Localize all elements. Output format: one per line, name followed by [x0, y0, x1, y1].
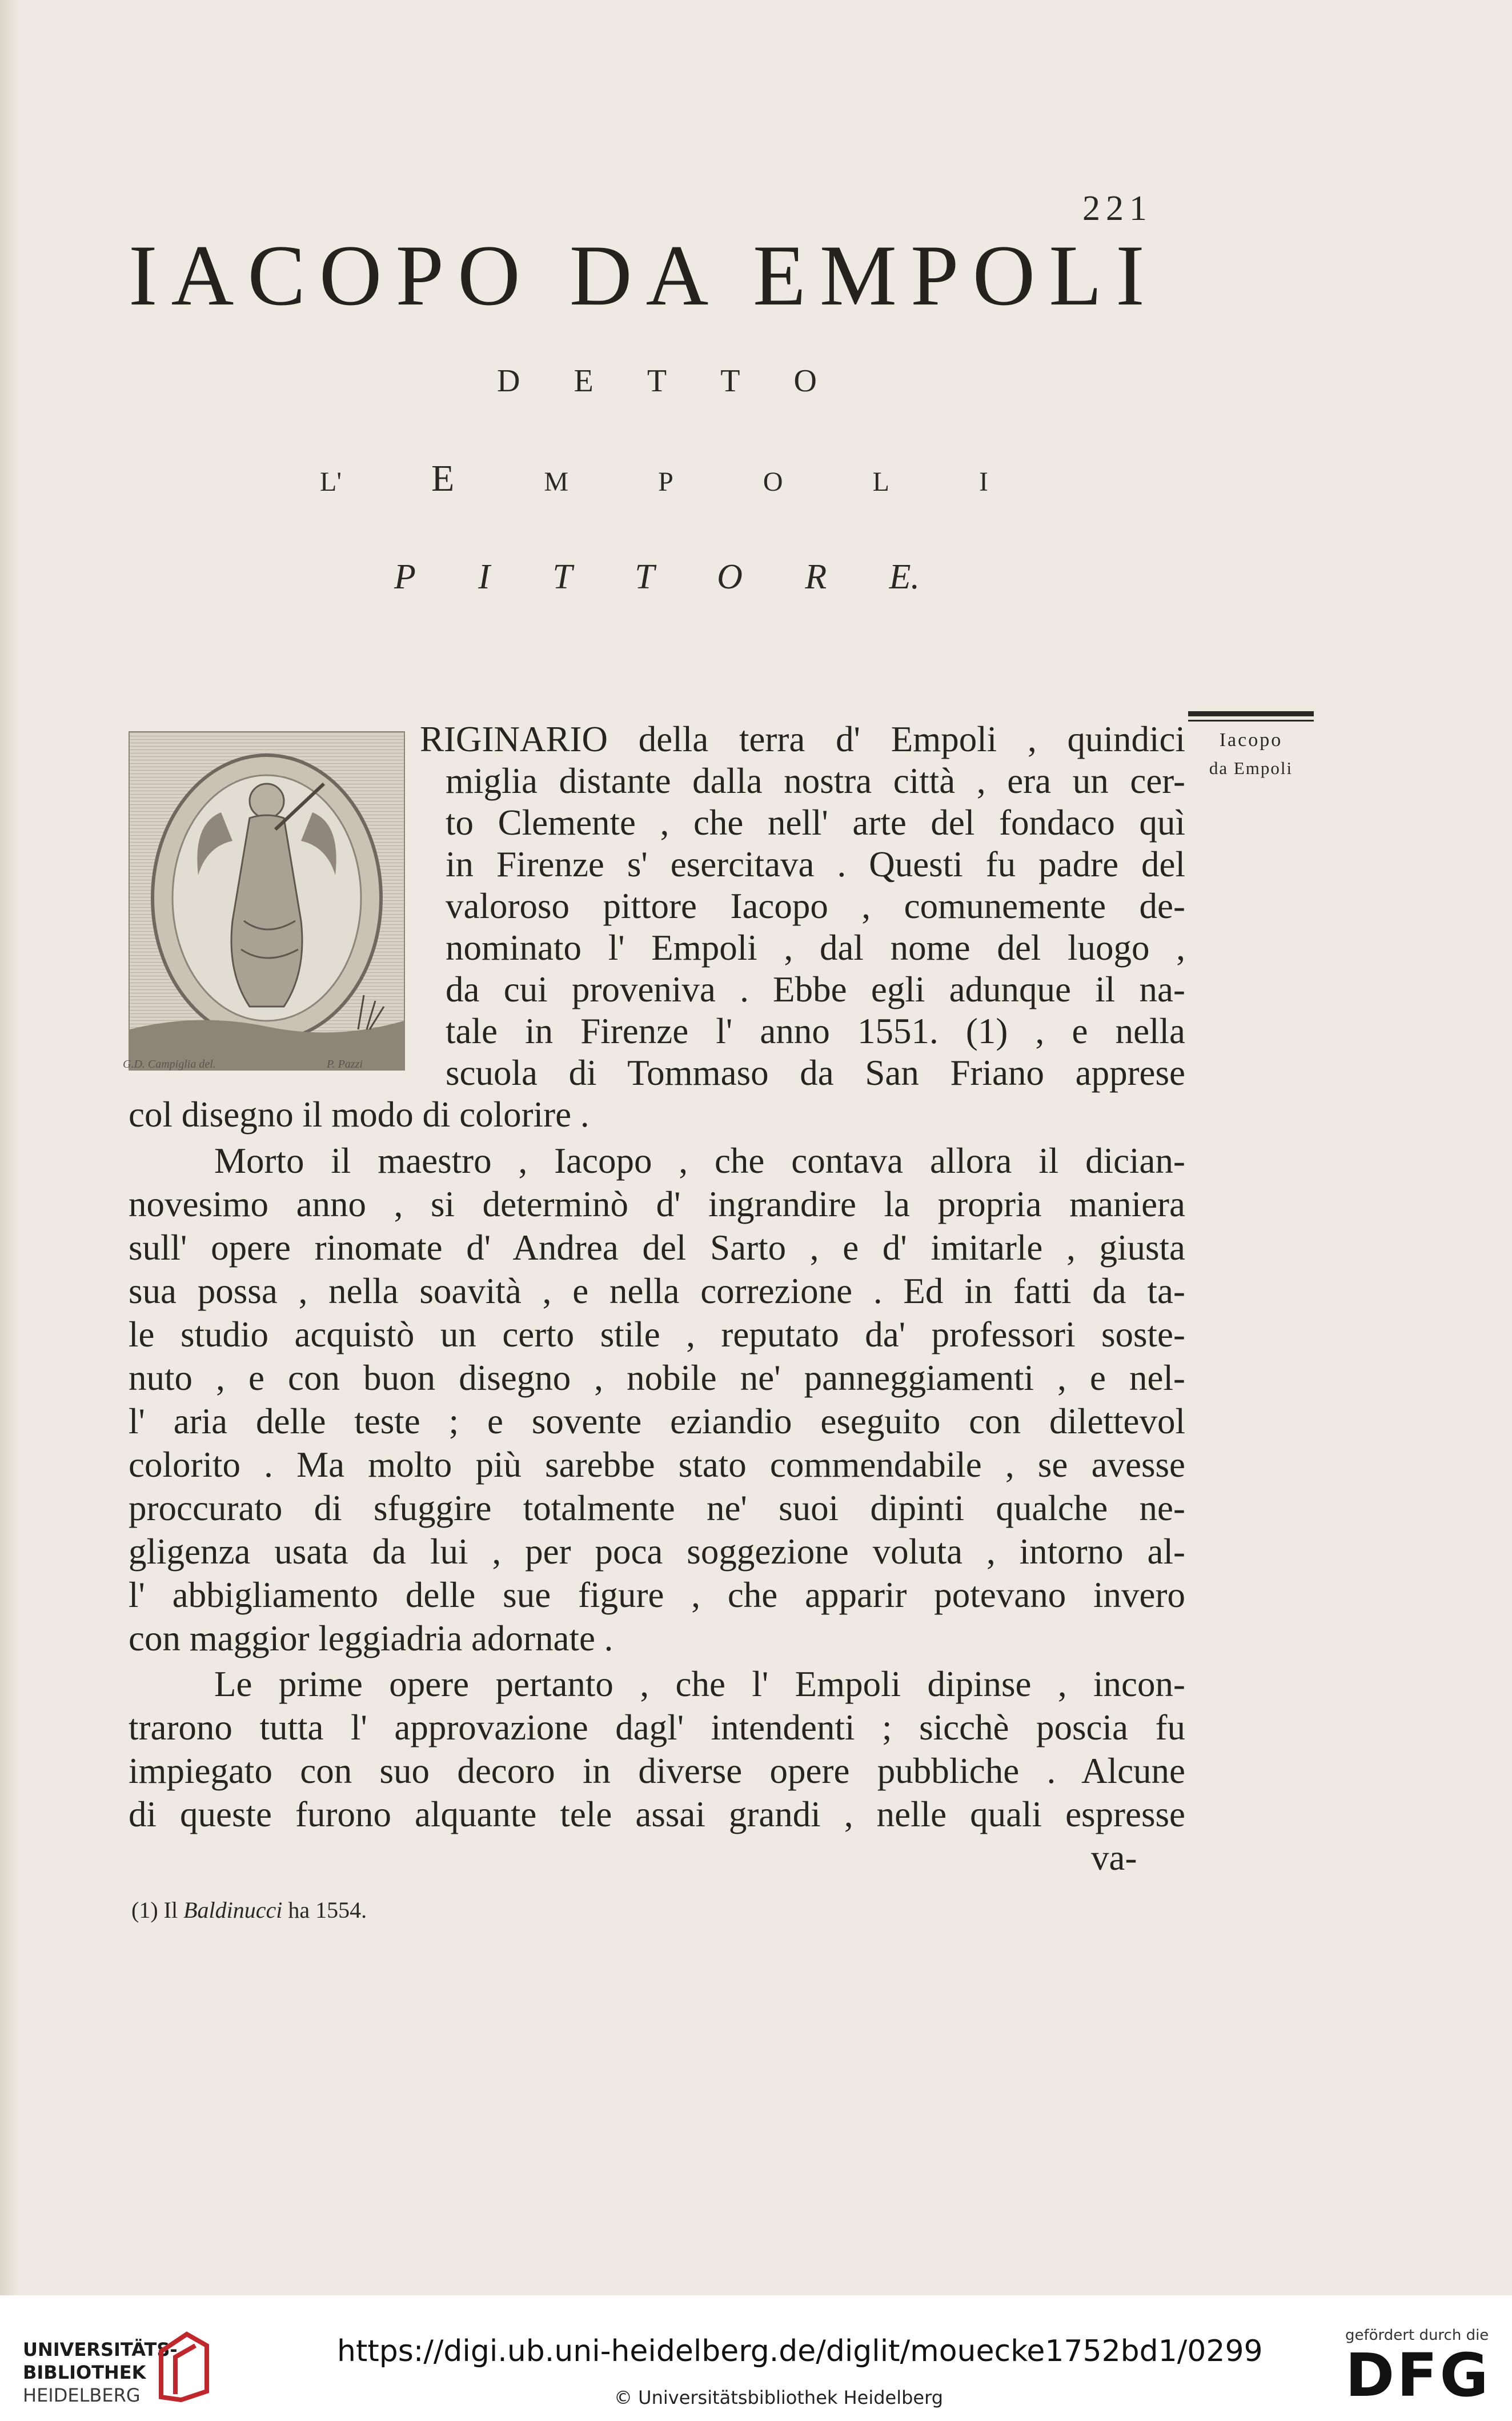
library-line3: HEIDELBERG — [23, 2384, 141, 2406]
subtitle-letter: P — [658, 467, 673, 497]
page-edge-shadow — [0, 0, 18, 2295]
page-number: 221 — [1082, 189, 1153, 228]
subtitle-detto — [497, 363, 817, 399]
page-title: IACOPO DA EMPOLI — [129, 227, 1158, 323]
text-line: tale in Firenze l' anno 1551. (1) , e nella — [446, 1011, 1185, 1051]
subtitle-letter: T — [720, 363, 740, 399]
subtitle-letter: E — [431, 458, 455, 499]
text-line: colorito . Ma molto più sarebbe stato commendabile , se avesse — [129, 1445, 1185, 1485]
margin-rule — [1188, 711, 1314, 716]
subtitle-letter: T — [552, 558, 572, 596]
copyright-notice: © Universitätsbibliothek Heidelberg — [614, 2387, 944, 2408]
engraver-credit-left: G.D. Campiglia del. — [123, 1058, 216, 1071]
text-line: to Clemente , che nell' arte del fondaco quì — [446, 803, 1185, 843]
text-line: Morto il maestro , Iacopo , che contava allora il dician- — [214, 1141, 1185, 1181]
text-line: novesimo anno , si determinò d' ingrandire la propria maniera — [129, 1184, 1185, 1224]
subtitle-letter: T — [635, 558, 655, 596]
text-line: trarono tutta l' approvazione dagl' intendenti ; sicchè poscia fu — [129, 1707, 1185, 1747]
margin-rule-thin — [1188, 720, 1314, 722]
library-line1: UNIVERSITÄTS- — [23, 2339, 178, 2360]
subtitle-pittore — [394, 557, 920, 598]
footnote-marker: (1) Il — [131, 1897, 178, 1923]
subtitle-letter: E. — [889, 558, 920, 596]
text-line: RIGINARIO della terra d' Empoli , quindici — [420, 719, 1185, 759]
text-line: gligenza usata da lui , per poca soggezione voluta , intorno al- — [129, 1532, 1185, 1572]
subtitle-letter: T — [647, 363, 667, 399]
footnote — [131, 1897, 367, 1923]
catchword: va- — [1091, 1838, 1137, 1878]
subtitle-letter: O — [793, 363, 817, 399]
subtitle-empoli — [320, 457, 988, 500]
dfg-logo: DFG — [1345, 2340, 1491, 2410]
text-line: nuto , e con buon disegno , nobile ne' panneggiamenti , e nel- — [129, 1358, 1185, 1398]
dfg-credit — [1345, 2327, 1491, 2410]
text-line: l' aria delle teste ; e sovente eziandio eseguito con dilettevol — [129, 1401, 1185, 1441]
library-name — [23, 2338, 178, 2407]
text-line: di queste furono alquante tele assai grandi , nelle quali espresse — [129, 1794, 1185, 1834]
engraved-initial-vignette — [129, 731, 405, 1071]
text-line: l' abbigliamento delle sue figure , che apparir potevano invero — [129, 1575, 1185, 1615]
footnote-rest: ha 1554. — [288, 1897, 367, 1923]
subtitle-letter: R — [805, 558, 827, 596]
text-line: sull' opere rinomate d' Andrea del Sarto , e d' imitarle , giusta — [129, 1228, 1185, 1268]
text-line: nominato l' Empoli , dal nome del luogo , — [446, 928, 1185, 968]
text-line: col disegno il modo di colorire . — [129, 1095, 589, 1135]
library-line2: BIBLIOTHEK — [23, 2362, 146, 2383]
text-line: Le prime opere pertanto , che l' Empoli dipinse , incon- — [214, 1664, 1185, 1704]
allegorical-figure-engraving — [130, 732, 404, 1069]
text-line: valoroso pittore Iacopo , comunemente de- — [446, 886, 1185, 926]
text-line: proccurato di sfuggire totalmente ne' suoi dipinti qualche ne- — [129, 1488, 1185, 1528]
subtitle-letter: I — [978, 467, 988, 497]
permalink-url[interactable]: https://digi.ub.uni-heidelberg.de/diglit/mouecke1752bd1/0299 — [337, 2334, 1263, 2368]
text-line: sua possa , nella soavità , e nella correzione . Ed in fatti da ta- — [129, 1271, 1185, 1311]
subtitle-letter: L — [872, 467, 889, 497]
subtitle-letter: O — [717, 558, 743, 596]
text-line: impiegato con suo decoro in diverse opere pubbliche . Alcune — [129, 1751, 1185, 1791]
viewer-footer — [0, 2295, 1512, 2421]
subtitle-letter: D — [497, 363, 520, 399]
margin-note — [1188, 711, 1314, 779]
subtitle-letter: L' — [320, 467, 342, 497]
subtitle-letter: I — [478, 558, 490, 596]
text-line: miglia distante dalla nostra città , era un cer- — [446, 761, 1185, 801]
text-line: scuola di Tommaso da San Friano apprese — [446, 1053, 1185, 1093]
text-line: con maggior leggiadria adornate . — [129, 1618, 613, 1658]
margin-note-line1: Iacopo — [1219, 729, 1283, 751]
dfg-label: gefördert durch die — [1345, 2327, 1489, 2344]
subtitle-letter: O — [763, 467, 783, 497]
text-line: in Firenze s' esercitava . Questi fu padre del — [446, 844, 1185, 884]
footnote-name: Baldinucci — [183, 1897, 283, 1923]
subtitle-letter: P — [394, 558, 416, 596]
subtitle-letter: M — [544, 467, 569, 497]
library-logo-icon — [155, 2328, 210, 2403]
text-line: da cui proveniva . Ebbe egli adunque il na- — [446, 969, 1185, 1009]
engraver-credit-right: P. Pazzi — [327, 1058, 363, 1071]
margin-note-line2: da Empoli — [1209, 758, 1293, 778]
text-line: le studio acquistò un certo stile , reputato da' professori soste- — [129, 1314, 1185, 1354]
subtitle-letter: E — [573, 363, 593, 399]
